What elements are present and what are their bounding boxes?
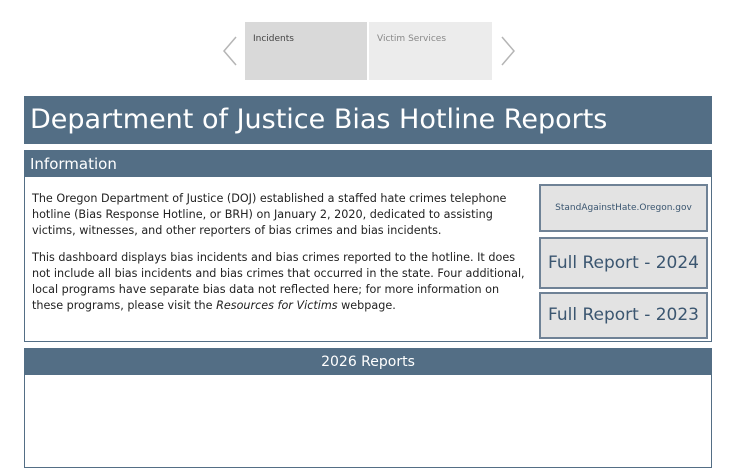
resources-for-victims-link[interactable]: Resources for Victims — [216, 299, 338, 313]
information-header: Information — [25, 151, 711, 177]
tab-incidents[interactable]: Incidents — [245, 22, 367, 80]
full-report-2024-button[interactable]: Full Report - 2024 — [539, 237, 708, 289]
reports-header: 2026 Reports — [25, 349, 711, 375]
tab-victim-services[interactable]: Victim Services — [369, 22, 492, 80]
full-report-2023-button[interactable]: Full Report - 2023 — [539, 292, 708, 339]
information-panel — [24, 150, 712, 342]
chevron-right-icon[interactable] — [496, 34, 520, 68]
chevron-left-icon[interactable] — [218, 34, 242, 68]
page-title: Department of Justice Bias Hotline Reports — [24, 96, 712, 144]
stand-against-hate-button[interactable]: StandAgainstHate.Oregon.gov — [539, 184, 708, 232]
intro-paragraph: The Oregon Department of Justice (DOJ) established a staffed hate crimes telephone hotline (Bias Response Hotline, or BRH) on January 2, 2020, dedicated to assisting victims, witnesses, and other reporters of bias crimes and bias incidents. — [32, 192, 507, 238]
tab-navigation — [218, 22, 518, 80]
reports-panel — [24, 348, 712, 468]
dashboard-paragraph — [32, 250, 532, 315]
information-text — [32, 191, 532, 324]
dashboard-text-start: This dashboard displays bias incidents and bias crimes reported to the hotline. It does not include all bias incidents and bias crimes that occurred in the state. Four additional, local programs have separate bias data not reflected here; for more information on these programs, please visit the — [32, 250, 525, 313]
dashboard-text-end: webpage. — [337, 299, 396, 313]
